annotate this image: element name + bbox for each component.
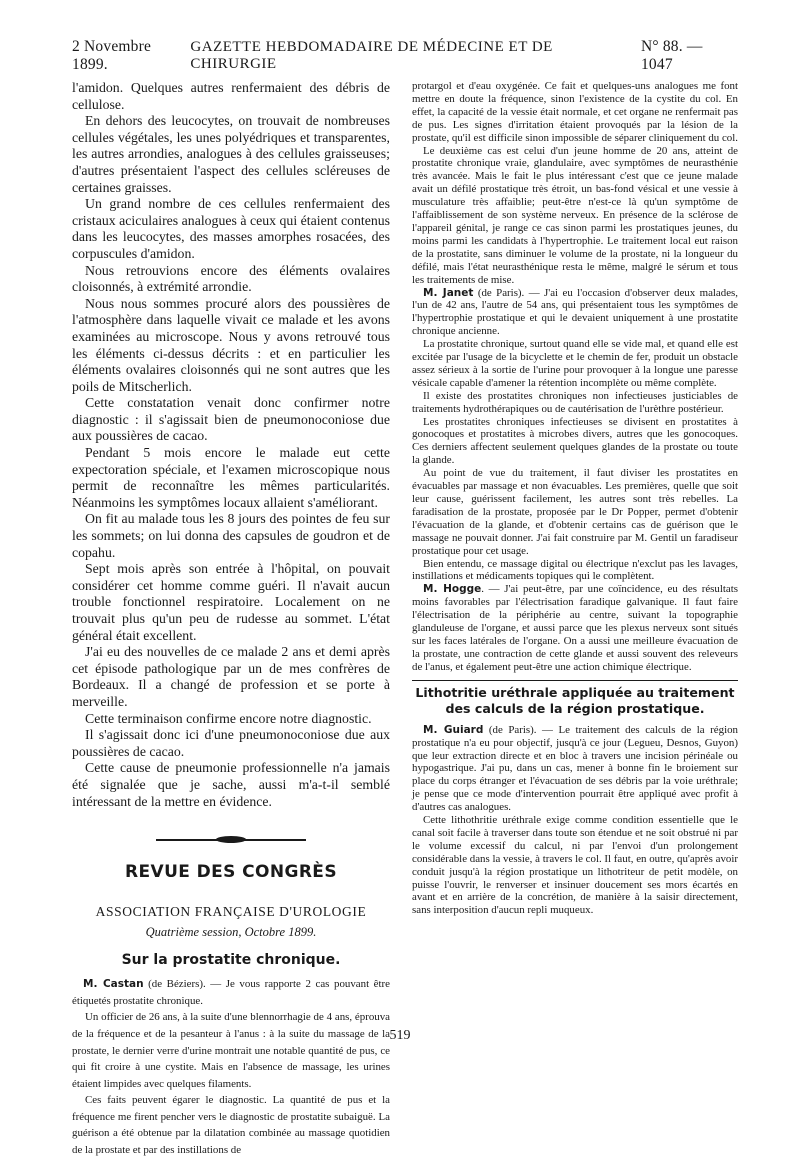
- paragraph: Les prostatites chroniques infectieuses se divisent en prostatites à gonocoques et prostatites à microbes divers, autres que les gonocoques. Ces derniers affectent seulement quelques glandes de la prostate ou toute la glande.: [412, 415, 738, 467]
- speaker-paragraph: [412, 287, 738, 339]
- paragraph: Il existe des prostatites chroniques non infectieuses justiciables de traitements hydrothérapiques ou de cautérisation de l'urèthre postérieur.: [412, 389, 738, 415]
- paragraph: Ces faits peuvent égarer le diagnostic. La quantité de pus et la fréquence me firent pencher vers le diagnostic de prostatite subaiguë. La guérison a été obtenue par la dilatation combinée au massage quotidien de la prostate et par des instillations de: [72, 1094, 390, 1157]
- section-rule: [412, 680, 738, 681]
- paragraph: J'ai eu des nouvelles de ce malade 2 ans et demi après cet épisode pathologique par un de mes confrères de Bordeaux. Il a changé de profession et se porte à merveille.: [72, 644, 390, 709]
- paragraph: Un grand nombre de ces cellules renfermaient des cristaux aciculaires analogues à ceux qui étaient contenus dans les leucocytes, des masses amorphes rosacées, des corpuscules d'amidon.: [72, 196, 390, 261]
- speaker-name: M. Hogge: [423, 583, 482, 596]
- association-name: ASSOCIATION FRANÇAISE D'UROLOGIE: [95, 904, 367, 920]
- paragraph: Pendant 5 mois encore le malade eut cette expectoration spéciale, et l'examen microscopique nous permit de reconnaître les mêmes particularités. Néanmoins les symptômes locaux allaient s'améliorant.: [72, 445, 390, 510]
- journal-title: GAZETTE HEBDOMADAIRE DE MÉDECINE ET DE CHIRURGIE: [190, 39, 553, 72]
- paragraph: Sept mois après son entrée à l'hôpital, on pouvait considérer cet homme comme guéri. Il n'avait aucun trouble fonctionnel respiratoire. Localement on ne trouvait plus qu'un peu de rudesse au sommet. L'état général était excellent.: [72, 561, 390, 643]
- speaker-text: (de Paris). — J'ai eu l'occasion d'observer deux malades, l'un de 42 ans, l'autre de 54 ans, qui présentaient tous les symptômes de l'hypertrophie prostatique et qui le devaient uniquement à une prostatite chronique ancienne.: [412, 286, 739, 338]
- article-subheading: Sur la prostatite chronique.: [121, 952, 341, 969]
- speaker-name: M. Guiard: [423, 723, 484, 736]
- paragraph: On fit au malade tous les 8 jours des pointes de feu sur les sommets; on lui donna des capsules de goudron et de copahu.: [72, 511, 390, 560]
- paragraph: Le deuxième cas est celui d'un jeune homme de 20 ans, atteint de prostatite chronique vraie, glandulaire, avec symptômes de neurasthénie très avancée. Mais le fait le plus intéressant c'est que ce jeune malade avait un défilé prostatique très étroit, un bas-fond vésical et une vessie à musculature très affaiblie; peut-être n'est-ce là qu'un symptôme de l'affaiblissement de son système nerveux. En présence de la sclérose de l'appareil génital, je range ce cas sinon parmi les prostatiques jeunes, du moins parmi les candidats à l'hypertrophie. Le traitement local eut raison de la prostatite, sans diminuer le volume de la prostate, ni la longueur du défilé, mais l'état neurasthénique resta le même, malgré le sérum et tous les traitements de mise.: [412, 144, 738, 286]
- running-header: [72, 38, 738, 74]
- speaker-name: M. Castan: [83, 978, 144, 991]
- section-divider-ornament: [156, 836, 306, 844]
- paragraph: Un officier de 26 ans, à la suite d'une blennorrhagie de 4 ans, éprouva de la fréquence et de la pesanteur à l'anus : à la suite du massage de la prostate, le dernier verre d'urine montrait une notable quantité de pus, ce qui fit croire à une cystite. Mais en l'absence de massage, les urines étaient limpides avec quelques filaments.: [72, 1011, 390, 1090]
- paragraph: l'amidon. Quelques autres renfermaient des débris de cellulose.: [72, 80, 390, 112]
- section-title: REVUE DES CONGRÈS: [125, 862, 337, 883]
- paragraph: En dehors des leucocytes, on trouvait de nombreuses cellules végétales, les unes polyédriques et transparentes, les autres arrondies, analogues à des cellules graisseuses; d'autres présentaient l'aspect des cellules scléreuses de certaines graisses.: [72, 113, 390, 195]
- speaker-paragraph: [72, 976, 390, 1009]
- speaker-text: (de Paris). — Le traitement des calculs de la région prostatique n'a eu pour objectif, jusqu'à ce jour (Legueu, Desnos, Guyon) que leur extraction directe et en bloc à travers une incision périnéale ou hypogastrique. J'ai pu, dans un cas, mener à bonne fin le broiement sur place du corps étranger et l'évacuation de ses débris par la voie uréthrale; je pense que ce mode d'intervention pourrait être appliqué avec profit à d'autres cas analogues.: [412, 723, 738, 814]
- left-column: [72, 80, 390, 1159]
- session-line: Quatrième session, Octobre 1899.: [145, 925, 317, 940]
- right-column: [412, 80, 738, 917]
- speaker-text: (de Béziers). — Je vous rapporte 2 cas pouvant être étiquetés prostatite chronique.: [72, 978, 391, 1007]
- issue-page-number: N° 88. — 1047: [640, 38, 703, 73]
- speaker-name: M. Janet: [423, 286, 474, 299]
- page-number: 519: [389, 1028, 411, 1043]
- paragraph: Cette cause de pneumonie professionnelle n'a jamais été signalée que je sache, aussi m'a-t-il semblé intéressant de la mettre en évidence.: [72, 760, 390, 809]
- paragraph: La prostatite chronique, surtout quand elle se vide mal, et quand elle est excitée par l'usage de la bicyclette et le chemin de fer, produit un obstacle assez sérieux à la sortie de l'urine pour provoquer à la longue une paresse vésicale capable d'amener la rétention incomplète ou même complète.: [412, 338, 738, 389]
- paragraph: Cette constatation venait donc confirmer notre diagnostic : il s'agissait bien de pneumonoconiose due aux poussières de cacao.: [72, 395, 390, 444]
- article-heading: Lithotritie uréthrale appliquée au traitement des calculs de la région prostatique.: [415, 684, 735, 716]
- paragraph: Cette terminaison confirme encore notre diagnostic.: [85, 710, 372, 726]
- speaker-paragraph: [412, 583, 738, 673]
- paragraph: Nous nous sommes procuré alors des poussières de l'atmosphère dans laquelle vivait ce malade et les avons examinées au microscope. Nous y avons retrouvé tous les éléments ci-dessus décrits : et en particulier les éléments ovalaires cloisonnés qui ne sont autres que les poils de Mitscherlich.: [72, 295, 390, 394]
- paragraph: Il s'agissait donc ici d'une pneumonoconiose due aux poussières de cacao.: [72, 727, 390, 759]
- header-date: 2 Novembre 1899.: [72, 38, 152, 73]
- paragraph: Bien entendu, ce massage digital ou électrique n'exclut pas les lavages, instillations et médicaments topiques qui le complètent.: [412, 557, 738, 583]
- speaker-paragraph: [412, 724, 738, 814]
- paragraph: Au point de vue du traitement, il faut diviser les prostatites en évacuables par massage et non évacuables. Les premières, quelle que soit leur cause, guérissent facilement, les autres sont très rebelles. La faradisation de la prostate, proposée par le Dr Popper, permet d'obtenir l'évacuation de la glande, et d'obtenir certains cas de guérison que le massage ne pouvait donner. J'ai fait construire par M. Gentil un faradiseur prostatique pour cet usage.: [412, 467, 738, 557]
- paragraph: Nous retrouvions encore des éléments ovalaires cloisonnés, à extrémité arrondie.: [72, 262, 390, 295]
- paragraph: protargol et d'eau oxygénée. Ce fait et quelques-uns analogues me font mettre en doute la fréquence, sinon l'existence de la cystite du col. En effet, la capacité de la vessie était normale, et cet organe ne renfermait pas de pus. Les signes d'irritation étaient provoqués par la lésion de la prostate, qu'il est difficile sinon impossible de séparer cliniquement du col.: [412, 80, 738, 144]
- paragraph: Cette lithothritie uréthrale exige comme condition essentielle que le canal soit facile à traverser dans toute son étendue et ne soit obstrué ni par le volume excessif du calcul, ni par l'envoi d'un prolongement considérable dans la vessie, à travers le col. Il faut, en outre, qu'après avoir conduit jusqu'à la région prostatique un lithotriteur de petit modèle, on puisse l'ouvrir, le renverser et insinuer doucement ses mors écartés en avant et en arrière de la concrétion, de manière à la saisir directement, sans interposition d'aucun repli muqueux.: [412, 814, 738, 917]
- speaker-text: . — J'ai peut-être, par une coïncidence, eu des résultats moins favorables par l'électrisation faradique galvanique. Il faut faire l'électrisation de la périphérie au centre, suivant la topographie glanduleuse de l'organe, et aussi parce que les plexus nerveux sont situés sur les faces latérales de l'organe. On a aussi une meilleure évacuation de la prostate, une contraction de cette glande et aussi souvent des releveurs de l'anus, et également peut-être une action chimique électrique.: [412, 583, 738, 673]
